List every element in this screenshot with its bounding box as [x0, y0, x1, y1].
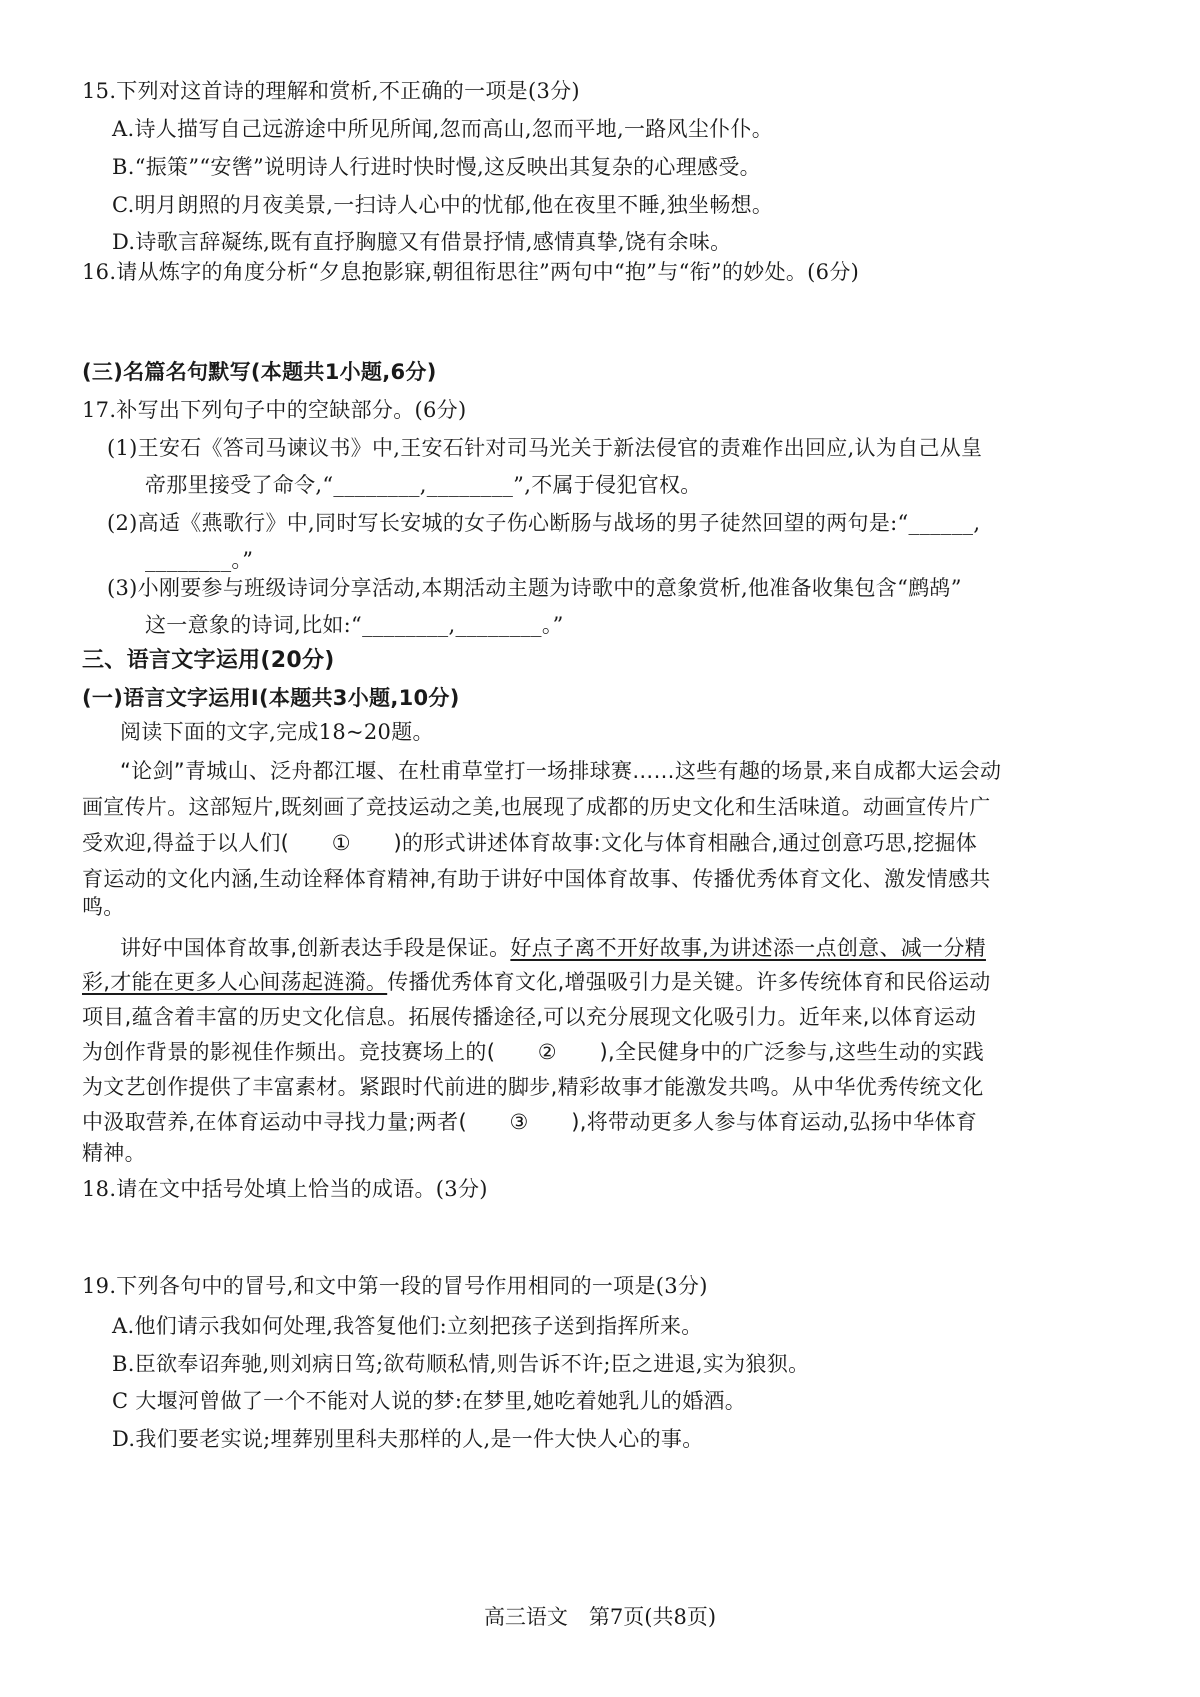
part3-heading: (三)名篇名句默写(本题共1小题,6分)	[82, 360, 437, 384]
passage-p2-line3: 项目,蕴含着丰富的历史文化信息。拓展传播途径,可以充分展现文化吸引力。近年来,以体育运动	[82, 1005, 977, 1029]
q19-option-a: A.他们请示我如何处理,我答复他们:立刻把孩子送到指挥所来。	[112, 1314, 703, 1338]
q17-item1-line1: (1)王安石《答司马谏议书》中,王安石针对司马光关于新法侵官的责难作出回应,认为自己从皇	[107, 436, 983, 460]
q15-option-a: A.诗人描写自己远游途中所见所闻,忽而高山,忽而平地,一路风尘仆仆。	[112, 117, 774, 141]
passage-p2-line6: 中汲取营养,在体育运动中寻找力量;两者( ③ ),将带动更多人参与体育运动,弘扬中华体育	[82, 1110, 978, 1134]
q15-stem: 15.下列对这首诗的理解和赏析,不正确的一项是(3分)	[82, 79, 580, 103]
passage-p1-line1: “论剑”青城山、泛舟都江堰、在杜甫草堂打一场排球赛……这些有趣的场景,来自成都大运会动	[120, 759, 1002, 783]
q19-option-d: D.我们要老实说;埋葬别里科夫那样的人,是一件大快人心的事。	[112, 1427, 704, 1451]
q19-option-c: C 大堰河曾做了一个不能对人说的梦:在梦里,她吃着她乳儿的婚酒。	[112, 1389, 747, 1413]
q15-option-b: B.“振策”“安辔”说明诗人行进时快时慢,这反映出其复杂的心理感受。	[112, 155, 761, 179]
q19-stem: 19.下列各句中的冒号,和文中第一段的冒号作用相同的一项是(3分)	[82, 1274, 708, 1298]
q17-item3-line1: (3)小刚要参与班级诗词分享活动,本期活动主题为诗歌中的意象赏析,他准备收集包含“鹧鸪”	[107, 576, 962, 600]
q15-option-d: D.诗歌言辞凝练,既有直抒胸臆又有借景抒情,感情真挚,饶有余味。	[112, 230, 732, 254]
passage-p2-line2	[82, 968, 991, 996]
q17-item2-line1: (2)高适《燕歌行》中,同时写长安城的女子伤心断肠与战场的男子徒然回望的两句是:“______,	[107, 511, 981, 535]
page-footer: 高三语文 第7页(共8页)	[483, 1605, 717, 1629]
passage-p1-line4: 育运动的文化内涵,生动诠释体育精神,有助于讲好中国体育故事、传播优秀体育文化、激发情感共	[82, 867, 991, 891]
passage-p1-line2: 画宣传片。这部短片,既刻画了竞技运动之美,也展现了成都的历史文化和生活味道。动画宣传片广	[82, 795, 991, 819]
passage-intro: 阅读下面的文字,完成18~20题。	[120, 720, 434, 744]
passage-p2-line7: 精神。	[82, 1141, 146, 1165]
section3-sub1-heading: (一)语言文字运用Ⅰ(本题共3小题,10分)	[82, 686, 460, 710]
q16-stem: 16.请从炼字的角度分析“夕息抱影寐,朝徂衔思往”两句中“抱”与“衔”的妙处。(6分)	[82, 260, 860, 284]
passage-p1-line3: 受欢迎,得益于以人们( ① )的形式讲述体育故事:文化与体育相融合,通过创意巧思,挖掘体	[82, 831, 978, 855]
passage-p2-line1-text: 讲好中国体育故事,创新表达手段是保证。	[120, 936, 511, 960]
passage-p2-line5: 为文艺创作提供了丰富素材。紧跟时代前进的脚步,精彩故事才能激发共鸣。从中华优秀传统文化	[82, 1075, 984, 1099]
q17-item3-line2: 这一意象的诗词,比如:“________,________。”	[145, 613, 564, 637]
q15-option-c: C.明月朗照的月夜美景,一扫诗人心中的忧郁,他在夜里不睡,独坐畅想。	[112, 193, 774, 217]
underlined-sentence-part1: 好点子离不开好故事,为讲述添一点创意、减一分精	[510, 936, 986, 960]
section3-heading: 三、语言文字运用(20分)	[82, 648, 335, 673]
q19-option-b: B.臣欲奉诏奔驰,则刘病日笃;欲苟顺私情,则告诉不许;臣之进退,实为狼狈。	[112, 1352, 810, 1376]
passage-p1-line5: 鸣。	[82, 895, 125, 919]
q18-stem: 18.请在文中括号处填上恰当的成语。(3分)	[82, 1177, 488, 1201]
passage-p2-line4: 为创作背景的影视佳作频出。竞技赛场上的( ② ),全民健身中的广泛参与,这些生动的实践	[82, 1040, 985, 1064]
q17-item1-line2: 帝那里接受了命令,“________,________”,不属于侵犯官权。	[145, 473, 702, 497]
q17-stem: 17.补写出下列句子中的空缺部分。(6分)	[82, 398, 467, 422]
passage-p2-line2-text: 传播优秀体育文化,增强吸引力是关键。许多传统体育和民俗运动	[387, 970, 991, 994]
q17-item2-line2: ________。”	[145, 548, 254, 572]
underlined-sentence-part2: 彩,才能在更多人心间荡起涟漪。	[82, 970, 388, 994]
passage-p2-line1	[120, 934, 986, 962]
